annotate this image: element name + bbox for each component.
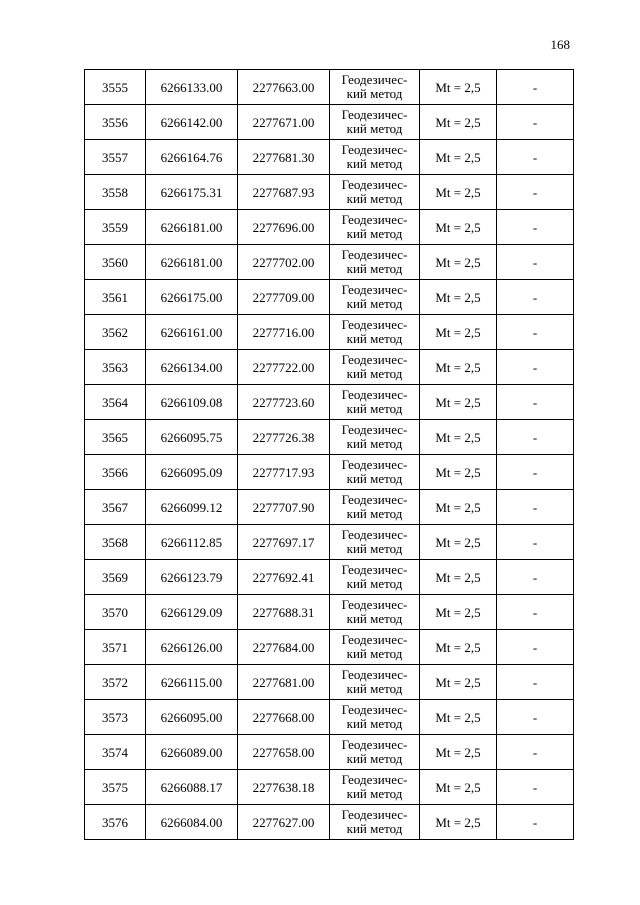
method-line-1: Геодезичес-: [341, 527, 408, 542]
note-cell: -: [497, 350, 574, 385]
method-cell: [330, 455, 420, 490]
method-line-1: Геодезичес-: [341, 352, 408, 367]
accuracy-cell: Mt = 2,5: [420, 105, 497, 140]
y-coordinate-cell: 2277723.60: [238, 385, 330, 420]
method-line-2: кий метод: [346, 191, 403, 206]
method-line-1: Геодезичес-: [341, 492, 408, 507]
x-coordinate-cell: 6266161.00: [146, 315, 238, 350]
method-cell: [330, 525, 420, 560]
note-cell: -: [497, 175, 574, 210]
y-coordinate-cell: 2277638.18: [238, 770, 330, 805]
point-id-cell: 3561: [85, 280, 146, 315]
note-cell: -: [497, 595, 574, 630]
x-coordinate-cell: 6266088.17: [146, 770, 238, 805]
method-cell: [330, 70, 420, 105]
y-coordinate-cell: 2277658.00: [238, 735, 330, 770]
note-cell: -: [497, 490, 574, 525]
note-cell: -: [497, 280, 574, 315]
coordinates-table: [84, 69, 574, 840]
accuracy-cell: Mt = 2,5: [420, 595, 497, 630]
accuracy-cell: Mt = 2,5: [420, 560, 497, 595]
y-coordinate-cell: 2277696.00: [238, 210, 330, 245]
point-id-cell: 3572: [85, 665, 146, 700]
method-line-1: Геодезичес-: [341, 667, 408, 682]
table-row: [85, 735, 574, 770]
method-line-2: кий метод: [346, 366, 403, 381]
note-cell: -: [497, 735, 574, 770]
accuracy-cell: Mt = 2,5: [420, 770, 497, 805]
x-coordinate-cell: 6266134.00: [146, 350, 238, 385]
x-coordinate-cell: 6266175.00: [146, 280, 238, 315]
accuracy-cell: Mt = 2,5: [420, 245, 497, 280]
method-line-2: кий метод: [346, 541, 403, 556]
y-coordinate-cell: 2277684.00: [238, 630, 330, 665]
x-coordinate-cell: 6266095.09: [146, 455, 238, 490]
note-cell: -: [497, 385, 574, 420]
method-line-2: кий метод: [346, 611, 403, 626]
point-id-cell: 3576: [85, 805, 146, 840]
table-row: [85, 245, 574, 280]
method-line-1: Геодезичес-: [341, 317, 408, 332]
x-coordinate-cell: 6266123.79: [146, 560, 238, 595]
x-coordinate-cell: 6266133.00: [146, 70, 238, 105]
method-line-2: кий метод: [346, 86, 403, 101]
accuracy-cell: Mt = 2,5: [420, 700, 497, 735]
accuracy-cell: Mt = 2,5: [420, 490, 497, 525]
method-cell: [330, 280, 420, 315]
note-cell: -: [497, 525, 574, 560]
method-line-1: Геодезичес-: [341, 142, 408, 157]
method-cell: [330, 140, 420, 175]
y-coordinate-cell: 2277709.00: [238, 280, 330, 315]
accuracy-cell: Mt = 2,5: [420, 805, 497, 840]
method-line-2: кий метод: [346, 751, 403, 766]
point-id-cell: 3560: [85, 245, 146, 280]
y-coordinate-cell: 2277681.30: [238, 140, 330, 175]
method-cell: [330, 350, 420, 385]
method-line-1: Геодезичес-: [341, 807, 408, 822]
accuracy-cell: Mt = 2,5: [420, 175, 497, 210]
point-id-cell: 3566: [85, 455, 146, 490]
x-coordinate-cell: 6266112.85: [146, 525, 238, 560]
point-id-cell: 3574: [85, 735, 146, 770]
table-row: [85, 385, 574, 420]
table-row: [85, 280, 574, 315]
y-coordinate-cell: 2277722.00: [238, 350, 330, 385]
method-line-2: кий метод: [346, 576, 403, 591]
y-coordinate-cell: 2277697.17: [238, 525, 330, 560]
x-coordinate-cell: 6266142.00: [146, 105, 238, 140]
point-id-cell: 3568: [85, 525, 146, 560]
method-line-2: кий метод: [346, 471, 403, 486]
table-row: [85, 770, 574, 805]
point-id-cell: 3569: [85, 560, 146, 595]
method-line-1: Геодезичес-: [341, 702, 408, 717]
method-cell: [330, 315, 420, 350]
x-coordinate-cell: 6266095.00: [146, 700, 238, 735]
method-cell: [330, 385, 420, 420]
point-id-cell: 3562: [85, 315, 146, 350]
method-line-1: Геодезичес-: [341, 562, 408, 577]
point-id-cell: 3573: [85, 700, 146, 735]
table-row: [85, 105, 574, 140]
point-id-cell: 3571: [85, 630, 146, 665]
x-coordinate-cell: 6266181.00: [146, 245, 238, 280]
method-line-2: кий метод: [346, 716, 403, 731]
method-line-1: Геодезичес-: [341, 737, 408, 752]
y-coordinate-cell: 2277716.00: [238, 315, 330, 350]
table-row: [85, 665, 574, 700]
method-cell: [330, 805, 420, 840]
x-coordinate-cell: 6266181.00: [146, 210, 238, 245]
method-line-1: Геодезичес-: [341, 177, 408, 192]
method-line-2: кий метод: [346, 331, 403, 346]
method-line-2: кий метод: [346, 821, 403, 836]
y-coordinate-cell: 2277671.00: [238, 105, 330, 140]
method-line-1: Геодезичес-: [341, 422, 408, 437]
y-coordinate-cell: 2277717.93: [238, 455, 330, 490]
x-coordinate-cell: 6266129.09: [146, 595, 238, 630]
point-id-cell: 3555: [85, 70, 146, 105]
point-id-cell: 3565: [85, 420, 146, 455]
table-row: [85, 420, 574, 455]
method-cell: [330, 665, 420, 700]
accuracy-cell: Mt = 2,5: [420, 455, 497, 490]
note-cell: -: [497, 105, 574, 140]
y-coordinate-cell: 2277663.00: [238, 70, 330, 105]
x-coordinate-cell: 6266084.00: [146, 805, 238, 840]
method-cell: [330, 770, 420, 805]
table-row: [85, 595, 574, 630]
y-coordinate-cell: 2277702.00: [238, 245, 330, 280]
method-line-2: кий метод: [346, 156, 403, 171]
point-id-cell: 3557: [85, 140, 146, 175]
x-coordinate-cell: 6266115.00: [146, 665, 238, 700]
method-line-2: кий метод: [346, 296, 403, 311]
method-line-2: кий метод: [346, 121, 403, 136]
method-line-2: кий метод: [346, 506, 403, 521]
method-line-1: Геодезичес-: [341, 632, 408, 647]
accuracy-cell: Mt = 2,5: [420, 280, 497, 315]
y-coordinate-cell: 2277692.41: [238, 560, 330, 595]
note-cell: -: [497, 700, 574, 735]
accuracy-cell: Mt = 2,5: [420, 350, 497, 385]
method-cell: [330, 105, 420, 140]
y-coordinate-cell: 2277668.00: [238, 700, 330, 735]
table-row: [85, 350, 574, 385]
method-line-2: кий метод: [346, 786, 403, 801]
note-cell: -: [497, 455, 574, 490]
x-coordinate-cell: 6266095.75: [146, 420, 238, 455]
note-cell: -: [497, 70, 574, 105]
table-row: [85, 490, 574, 525]
method-line-1: Геодезичес-: [341, 212, 408, 227]
point-id-cell: 3564: [85, 385, 146, 420]
method-line-2: кий метод: [346, 401, 403, 416]
accuracy-cell: Mt = 2,5: [420, 315, 497, 350]
note-cell: -: [497, 560, 574, 595]
table-row: [85, 315, 574, 350]
point-id-cell: 3575: [85, 770, 146, 805]
point-id-cell: 3567: [85, 490, 146, 525]
method-line-1: Геодезичес-: [341, 597, 408, 612]
table-row: [85, 70, 574, 105]
method-cell: [330, 735, 420, 770]
page-number: 168: [550, 37, 570, 52]
method-cell: [330, 700, 420, 735]
note-cell: -: [497, 245, 574, 280]
note-cell: -: [497, 420, 574, 455]
method-line-1: Геодезичес-: [341, 457, 408, 472]
method-cell: [330, 560, 420, 595]
y-coordinate-cell: 2277726.38: [238, 420, 330, 455]
accuracy-cell: Mt = 2,5: [420, 140, 497, 175]
table-row: [85, 525, 574, 560]
table-row: [85, 700, 574, 735]
point-id-cell: 3563: [85, 350, 146, 385]
y-coordinate-cell: 2277688.31: [238, 595, 330, 630]
note-cell: -: [497, 770, 574, 805]
table-body: [85, 70, 574, 840]
x-coordinate-cell: 6266109.08: [146, 385, 238, 420]
accuracy-cell: Mt = 2,5: [420, 665, 497, 700]
x-coordinate-cell: 6266164.76: [146, 140, 238, 175]
note-cell: -: [497, 210, 574, 245]
point-id-cell: 3570: [85, 595, 146, 630]
y-coordinate-cell: 2277707.90: [238, 490, 330, 525]
method-line-1: Геодезичес-: [341, 107, 408, 122]
method-line-1: Геодезичес-: [341, 247, 408, 262]
method-line-1: Геодезичес-: [341, 772, 408, 787]
note-cell: -: [497, 665, 574, 700]
y-coordinate-cell: 2277681.00: [238, 665, 330, 700]
accuracy-cell: Mt = 2,5: [420, 735, 497, 770]
method-line-2: кий метод: [346, 226, 403, 241]
method-cell: [330, 420, 420, 455]
point-id-cell: 3556: [85, 105, 146, 140]
method-cell: [330, 595, 420, 630]
method-line-1: Геодезичес-: [341, 387, 408, 402]
x-coordinate-cell: 6266089.00: [146, 735, 238, 770]
method-line-2: кий метод: [346, 646, 403, 661]
accuracy-cell: Mt = 2,5: [420, 210, 497, 245]
note-cell: -: [497, 140, 574, 175]
accuracy-cell: Mt = 2,5: [420, 385, 497, 420]
table-row: [85, 805, 574, 840]
table-row: [85, 630, 574, 665]
accuracy-cell: Mt = 2,5: [420, 630, 497, 665]
table-row: [85, 175, 574, 210]
table-row: [85, 140, 574, 175]
x-coordinate-cell: 6266099.12: [146, 490, 238, 525]
method-cell: [330, 210, 420, 245]
point-id-cell: 3559: [85, 210, 146, 245]
method-line-2: кий метод: [346, 436, 403, 451]
y-coordinate-cell: 2277627.00: [238, 805, 330, 840]
method-line-2: кий метод: [346, 681, 403, 696]
x-coordinate-cell: 6266126.00: [146, 630, 238, 665]
note-cell: -: [497, 315, 574, 350]
method-line-1: Геодезичес-: [341, 72, 408, 87]
table-row: [85, 455, 574, 490]
table-row: [85, 560, 574, 595]
method-line-2: кий метод: [346, 261, 403, 276]
y-coordinate-cell: 2277687.93: [238, 175, 330, 210]
accuracy-cell: Mt = 2,5: [420, 420, 497, 455]
x-coordinate-cell: 6266175.31: [146, 175, 238, 210]
method-cell: [330, 630, 420, 665]
method-cell: [330, 245, 420, 280]
point-id-cell: 3558: [85, 175, 146, 210]
table-row: [85, 210, 574, 245]
method-line-1: Геодезичес-: [341, 282, 408, 297]
note-cell: -: [497, 630, 574, 665]
method-cell: [330, 490, 420, 525]
accuracy-cell: Mt = 2,5: [420, 525, 497, 560]
note-cell: -: [497, 805, 574, 840]
accuracy-cell: Mt = 2,5: [420, 70, 497, 105]
method-cell: [330, 175, 420, 210]
